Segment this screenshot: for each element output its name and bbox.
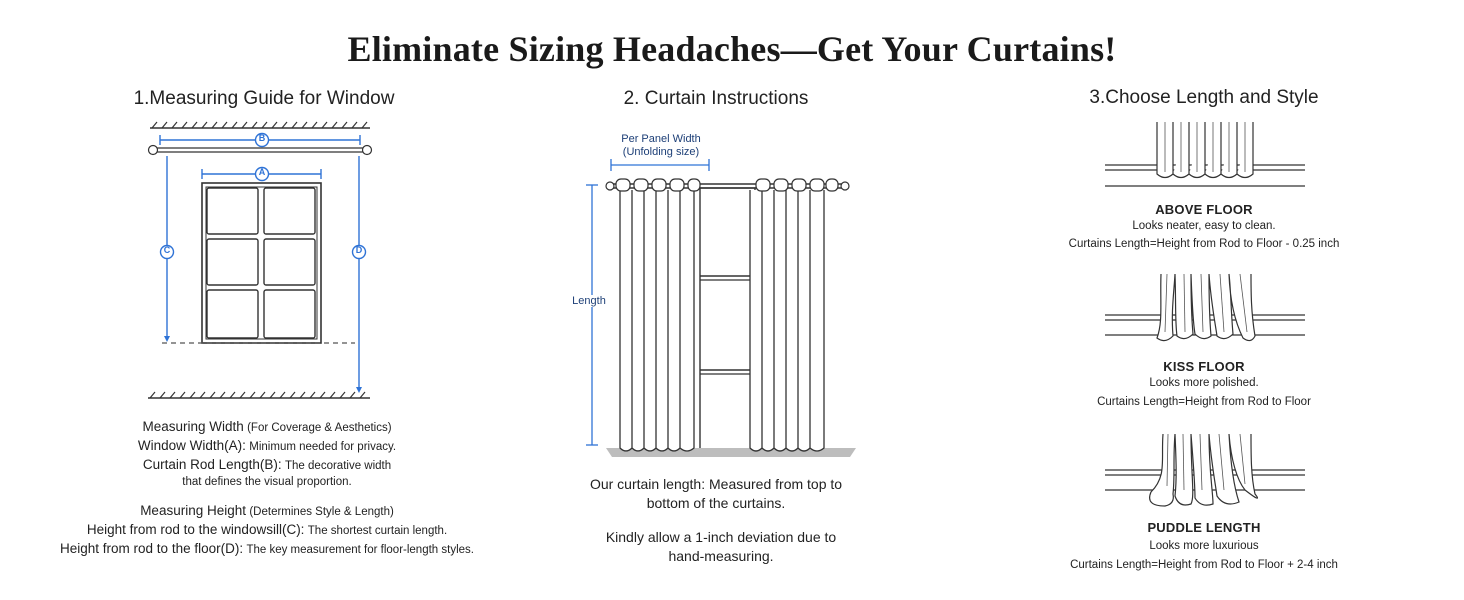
option-above-floor-desc: Looks neater, easy to clean. — [1132, 220, 1276, 232]
measuring-guide-heading: 1.Measuring Guide for Window — [133, 88, 395, 109]
window-measuring-diagram — [140, 118, 380, 408]
sill-height-text: The shortest curtain length. — [307, 525, 448, 537]
panel-width-label — [606, 133, 716, 159]
above-floor-illustration — [1105, 118, 1305, 190]
option-puddle-length-desc: Looks more luxurious — [1149, 540, 1259, 552]
measuring-width-heading: Measuring Width — [142, 419, 244, 434]
panel-width-line2: (Unfolding size) — [622, 146, 700, 158]
curtain-length-note-line1: Our curtain length: Measured from top to — [589, 476, 843, 492]
option-above-floor-title: ABOVE FLOOR — [1155, 202, 1253, 217]
curtain-length-note-line2: bottom of the curtains. — [646, 495, 786, 511]
deviation-note-line2: hand-measuring. — [668, 548, 774, 564]
page-title: Eliminate Sizing Headaches—Get Your Curtains! — [347, 29, 1117, 69]
measuring-height-note: (Determines Style & Length) — [249, 506, 394, 518]
label-c: C — [163, 245, 171, 255]
measuring-height-block — [20, 502, 514, 559]
floor-height-text: The key measurement for floor-length styles. — [246, 544, 474, 556]
window-width-label: Window Width(A): — [137, 438, 246, 453]
length-label: Length — [566, 295, 612, 307]
option-kiss-floor-desc: Looks more polished. — [1149, 377, 1259, 389]
option-above-floor-formula: Curtains Length=Height from Rod to Floor - 0.25 inch — [1068, 238, 1340, 250]
option-puddle-length-title: PUDDLE LENGTH — [1147, 520, 1261, 535]
option-kiss-floor-formula: Curtains Length=Height from Rod to Floor — [1097, 396, 1311, 408]
measuring-width-note: (For Coverage & Aesthetics) — [247, 422, 392, 434]
curtain-instructions-heading: 2. Curtain Instructions — [623, 88, 809, 109]
sill-height-label: Height from rod to the windowsill(C): — [86, 522, 305, 537]
rod-length-text-cont: that defines the visual proportion. — [182, 476, 352, 488]
curtain-diagram — [570, 130, 860, 460]
label-a: A — [258, 167, 266, 177]
rod-length-text: The decorative width — [285, 460, 392, 472]
choose-style-heading: 3.Choose Length and Style — [1089, 87, 1319, 108]
option-puddle-length-formula: Curtains Length=Height from Rod to Floor + 2-4 inch — [1070, 559, 1338, 571]
curtain-length-note — [566, 475, 866, 513]
option-kiss-floor-title: KISS FLOOR — [1163, 359, 1245, 374]
measuring-width-block — [30, 418, 504, 490]
label-b: B — [258, 133, 266, 143]
puddle-length-illustration — [1105, 432, 1305, 512]
kiss-floor-illustration — [1105, 272, 1305, 350]
deviation-note — [566, 528, 876, 566]
rod-length-label: Curtain Rod Length(B): — [142, 457, 282, 472]
measuring-height-heading: Measuring Height — [140, 503, 246, 518]
window-width-text: Minimum needed for privacy. — [249, 441, 397, 453]
floor-height-label: Height from rod to the floor(D): — [60, 541, 244, 556]
label-d: D — [355, 245, 363, 255]
deviation-note-line1: Kindly allow a 1-inch deviation due to — [605, 529, 837, 545]
panel-width-line1: Per Panel Width — [621, 133, 701, 145]
